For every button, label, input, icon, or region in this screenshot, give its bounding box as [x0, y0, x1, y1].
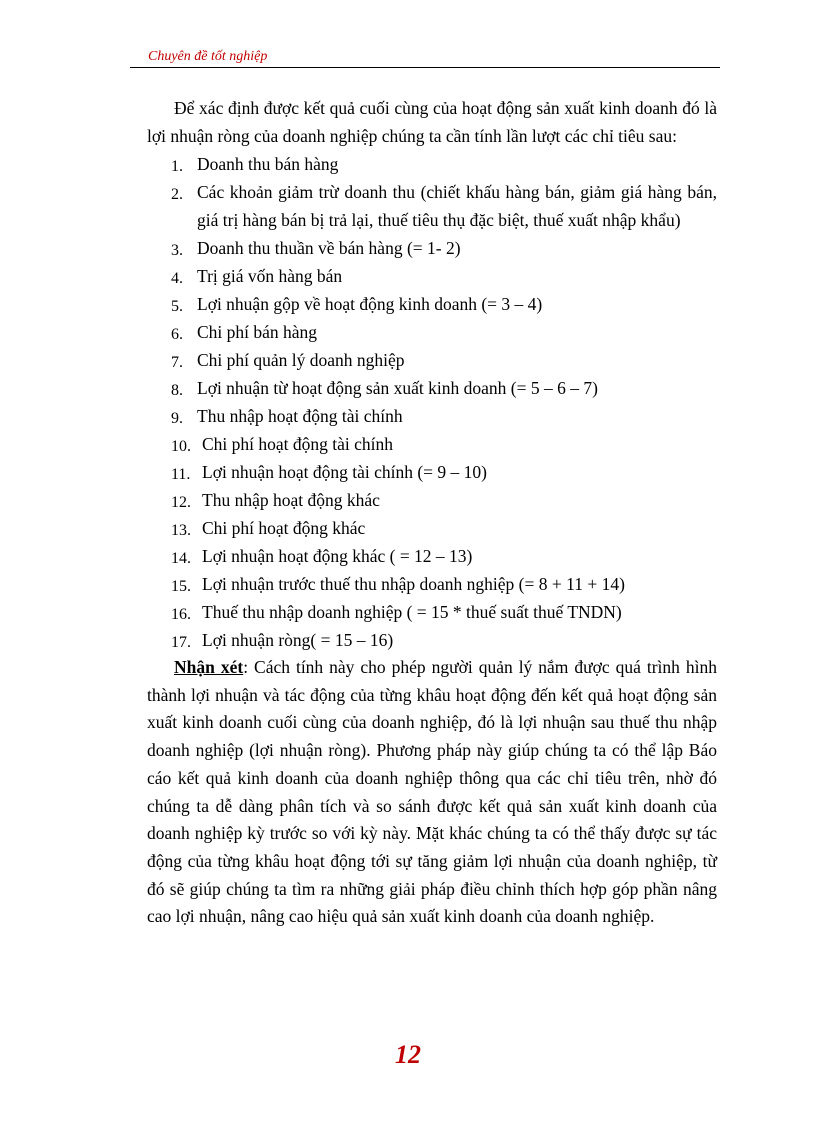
list-item-number: 16. [171, 606, 191, 623]
remark-label: Nhận xét [174, 657, 244, 677]
list-item-text: Thuế thu nhập doanh nghiệp ( = 15 * thuế suất thuế TNDN) [202, 602, 622, 622]
list-item-number: 7. [171, 354, 183, 371]
list-item [147, 514, 717, 542]
list-item [147, 150, 717, 178]
list-item-text: Chi phí quản lý doanh nghiệp [197, 350, 405, 370]
list-item-text: Doanh thu bán hàng [197, 154, 339, 174]
indicator-list [147, 150, 717, 654]
list-item [147, 458, 717, 486]
list-item [147, 570, 717, 598]
list-item-number: 10. [171, 438, 191, 455]
list-item-number: 1. [171, 158, 183, 175]
list-item-number: 4. [171, 270, 183, 287]
list-item-text: Lợi nhuận từ hoạt động sản xuất kinh doanh (= 5 – 6 – 7) [197, 378, 598, 398]
list-item-text: Trị giá vốn hàng bán [197, 266, 343, 286]
list-item-number: 6. [171, 326, 183, 343]
list-item-text: Lợi nhuận ròng( = 15 – 16) [202, 630, 394, 650]
list-item-number: 12. [171, 494, 191, 511]
list-item-number: 8. [171, 382, 183, 399]
list-item [147, 402, 717, 430]
list-item-text: Thu nhập hoạt động tài chính [197, 406, 403, 426]
list-item-number: 5. [171, 298, 183, 315]
list-item-text: Các khoản giảm trừ doanh thu (chiết khấu hàng bán, giảm giá hàng bán, giá trị hàng bán bị trả lại, thuế tiêu thụ đặc biệt, thuế xuất nhập khẩu) [197, 182, 717, 230]
header-divider [130, 67, 720, 68]
list-item-number: 14. [171, 550, 191, 567]
list-item [147, 234, 717, 262]
list-item-number: 3. [171, 242, 183, 259]
list-item [147, 626, 717, 654]
list-item-text: Lợi nhuận hoạt động khác ( = 12 – 13) [202, 546, 473, 566]
list-item-text: Thu nhập hoạt động khác [202, 490, 380, 510]
list-item-text: Lợi nhuận hoạt động tài chính (= 9 – 10) [202, 462, 487, 482]
list-item [147, 430, 717, 458]
list-item [147, 542, 717, 570]
list-item-text: Doanh thu thuần về bán hàng (= 1- 2) [197, 238, 461, 258]
list-item-text: Chi phí hoạt động tài chính [202, 434, 394, 454]
list-item-text: Lợi nhuận gộp về hoạt động kinh doanh (= 3 – 4) [197, 294, 543, 314]
remark-paragraph [147, 654, 717, 931]
list-item-number: 17. [171, 634, 191, 651]
page-number: 12 [395, 1040, 421, 1069]
list-item [147, 178, 717, 234]
list-item-number: 15. [171, 578, 191, 595]
list-item-number: 9. [171, 410, 183, 427]
list-item-number: 13. [171, 522, 191, 539]
document-body [147, 94, 717, 931]
list-item [147, 262, 717, 290]
list-item [147, 346, 717, 374]
remark-text: : Cách tính này cho phép người quản lý nắm được quá trình hình thành lợi nhuận và tác động của từng khâu hoạt động đến kết quả hoạt động sản xuất kinh doanh cuối cùng của doanh nghiệp, đó là lợi nhuận sau thuế thu nhập doanh nghiệp (lợi nhuận ròng). Phương pháp này giúp chúng ta có thể lập Báo cáo kết quả kinh doanh của doanh nghiệp thông qua các chỉ tiêu trên, nhờ đó chúng ta dễ dàng phân tích và so sánh được kết quả sản xuất kinh doanh của doanh nghiệp kỳ trước so với kỳ này. Mặt khác chúng ta có thể thấy được sự tác động của từng khâu hoạt động tới sự tăng giảm lợi nhuận của doanh nghiệp, từ đó sẽ giúp chúng ta tìm ra những giải pháp điều chỉnh thích hợp góp phần nâng cao lợi nhuận, nâng cao hiệu quả sản xuất kinh doanh của doanh nghiệp. [147, 657, 717, 927]
intro-paragraph: Để xác định được kết quả cuối cùng của hoạt động sản xuất kinh doanh đó là lợi nhuận ròng của doanh nghiệp chúng ta cần tính lần lượt các chỉ tiêu sau: [147, 98, 717, 146]
page-header-title: Chuyên đề tốt nghiệp [148, 49, 268, 64]
list-item-text: Chi phí bán hàng [197, 322, 318, 342]
list-item-number: 11. [171, 466, 191, 483]
list-item-text: Lợi nhuận trước thuế thu nhập doanh nghiệp (= 8 + 11 + 14) [202, 574, 625, 594]
list-item-number: 2. [171, 186, 183, 203]
list-item-text: Chi phí hoạt động khác [202, 518, 366, 538]
list-item [147, 598, 717, 626]
list-item [147, 290, 717, 318]
list-item [147, 318, 717, 346]
list-item [147, 374, 717, 402]
list-item [147, 486, 717, 514]
